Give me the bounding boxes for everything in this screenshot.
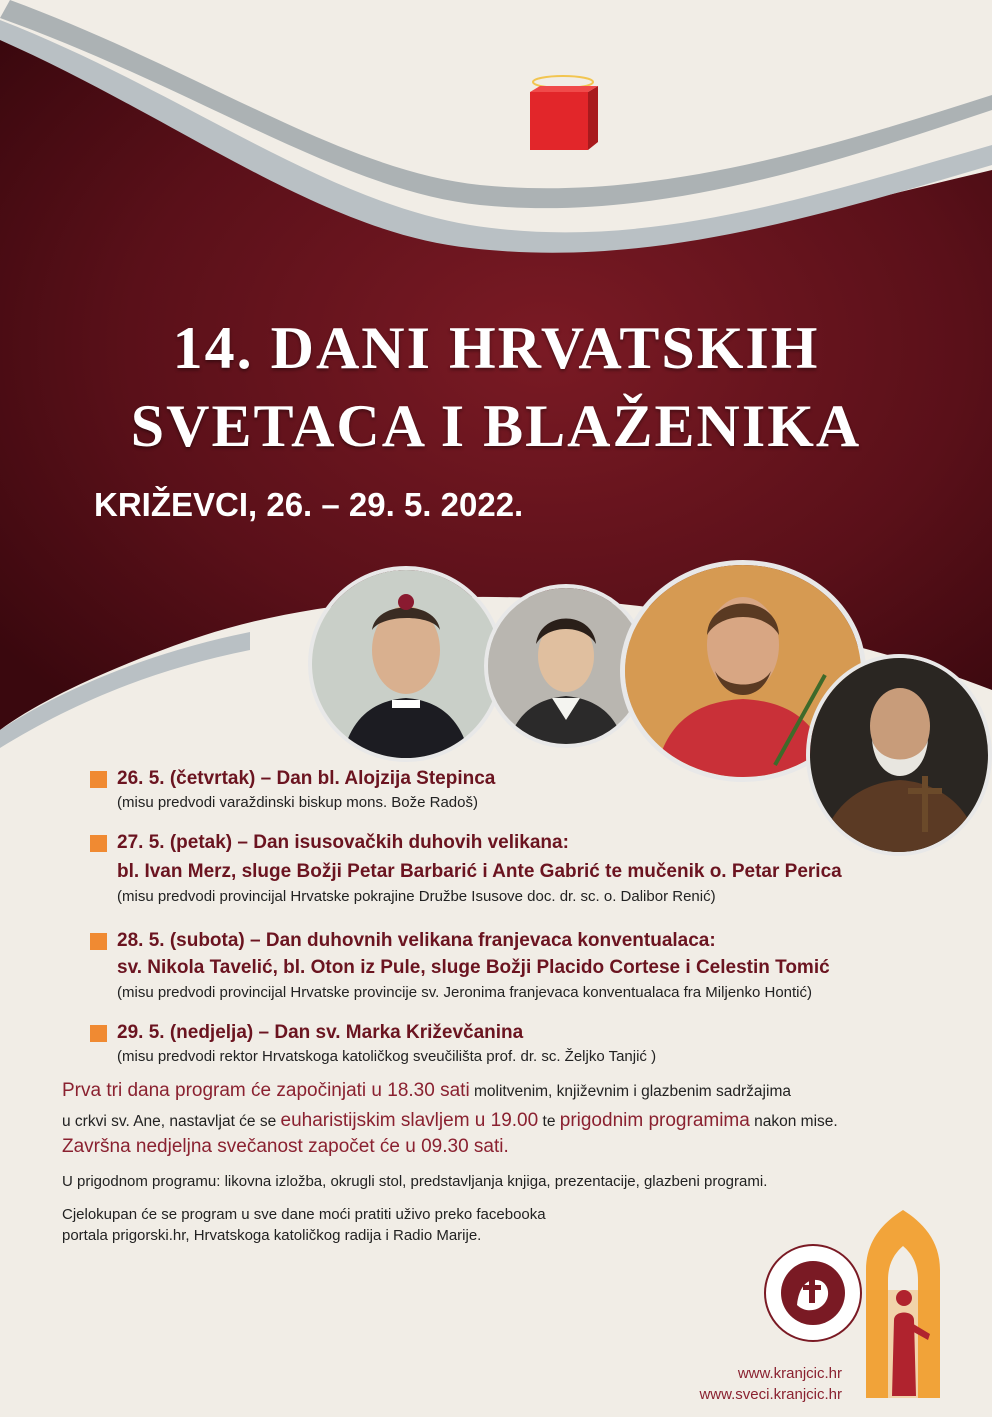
event-note: (misu predvodi provincijal Hrvatske pokrajine Družbe Isusove doc. dr. sc. o. Dalibor Renić)	[117, 888, 716, 905]
program-start-time: Prva tri dana program će započinjati u 18.30 sati	[62, 1080, 470, 1101]
bullet-square-icon	[90, 771, 107, 788]
portrait-saint-franciscan	[806, 654, 992, 856]
event-note: (misu predvodi rektor Hrvatskoga katoličkog sveučilišta prof. dr. sc. Željko Tanjić )	[117, 1048, 657, 1065]
title-line-2: SVETACA I BLAŽENIKA	[130, 393, 862, 459]
program-line-1	[62, 1080, 791, 1102]
broadcast-line-2: portala prigorski.hr, Hrvatskoga katoličkog radija i Radio Marije.	[62, 1227, 482, 1244]
event-heading: 28. 5. (subota) – Dan duhovnih velikana franjevaca konventualaca:	[117, 930, 716, 951]
program-line-2-b: te	[538, 1113, 560, 1130]
event-subheading: bl. Ivan Merz, sluge Božji Petar Barbarić i Ante Gabrić te mučenik o. Petar Perica	[117, 861, 842, 882]
program-line-3	[62, 1136, 509, 1158]
logo-cube-icon	[518, 72, 608, 162]
program-line-2-a: u crkvi sv. Ane, nastavljat će se	[62, 1113, 281, 1130]
program-occasional: prigodnim programima	[559, 1110, 750, 1131]
website-link-1[interactable]: www.kranjcic.hr	[737, 1365, 842, 1382]
broadcast-line-1: Cjelokupan će se program u sve dane moći pratiti uživo preko facebooka	[62, 1206, 546, 1223]
event-heading: 29. 5. (nedjelja) – Dan sv. Marka Križevčanina	[117, 1022, 524, 1043]
event-note: (misu predvodi varaždinski biskup mons. Bože Radoš)	[117, 794, 478, 811]
event-heading: 27. 5. (petak) – Dan isusovačkih duhovih velikana:	[117, 832, 569, 853]
program-eucharist: euharistijskim slavljem u 19.00	[280, 1110, 539, 1131]
event-subheading: sv. Nikola Tavelić, bl. Oton iz Pule, sluge Božji Placido Cortese i Celestin Tomić	[117, 957, 830, 978]
church-window-logo-icon	[866, 1210, 940, 1398]
program-line-2	[62, 1110, 838, 1132]
portrait-stepinac	[308, 566, 504, 762]
event-note: (misu predvodi provincijal Hrvatske provincije sv. Jeronima franjevaca konventualaca fra Miljenko Hontić)	[117, 984, 813, 1001]
bullet-square-icon	[90, 1025, 107, 1042]
website-link-2[interactable]: www.sveci.kranjcic.hr	[699, 1386, 842, 1403]
program-line-1-rest: molitvenim, književnim i glazbenim sadržajima	[469, 1083, 791, 1100]
bullet-square-icon	[90, 835, 107, 852]
program-final-sunday: Završna nedjeljna svečanost započet će u 09.30 sati.	[62, 1136, 509, 1157]
event-heading: 26. 5. (četvrtak) – Dan bl. Alojzija Stepinca	[117, 768, 496, 789]
bullet-square-icon	[90, 933, 107, 950]
program-line-2-c: nakon mise.	[749, 1113, 838, 1130]
title-line-1: 14. DANI HRVATSKIH	[172, 315, 820, 381]
subtitle-date-location: KRIŽEVCI, 26. – 29. 5. 2022.	[94, 486, 524, 523]
association-seal-icon	[763, 1243, 863, 1343]
extra-program: U prigodnom programu: likovna izložba, okrugli stol, predstavljanja knjiga, prezentacije, glazbeni programi.	[62, 1173, 768, 1190]
